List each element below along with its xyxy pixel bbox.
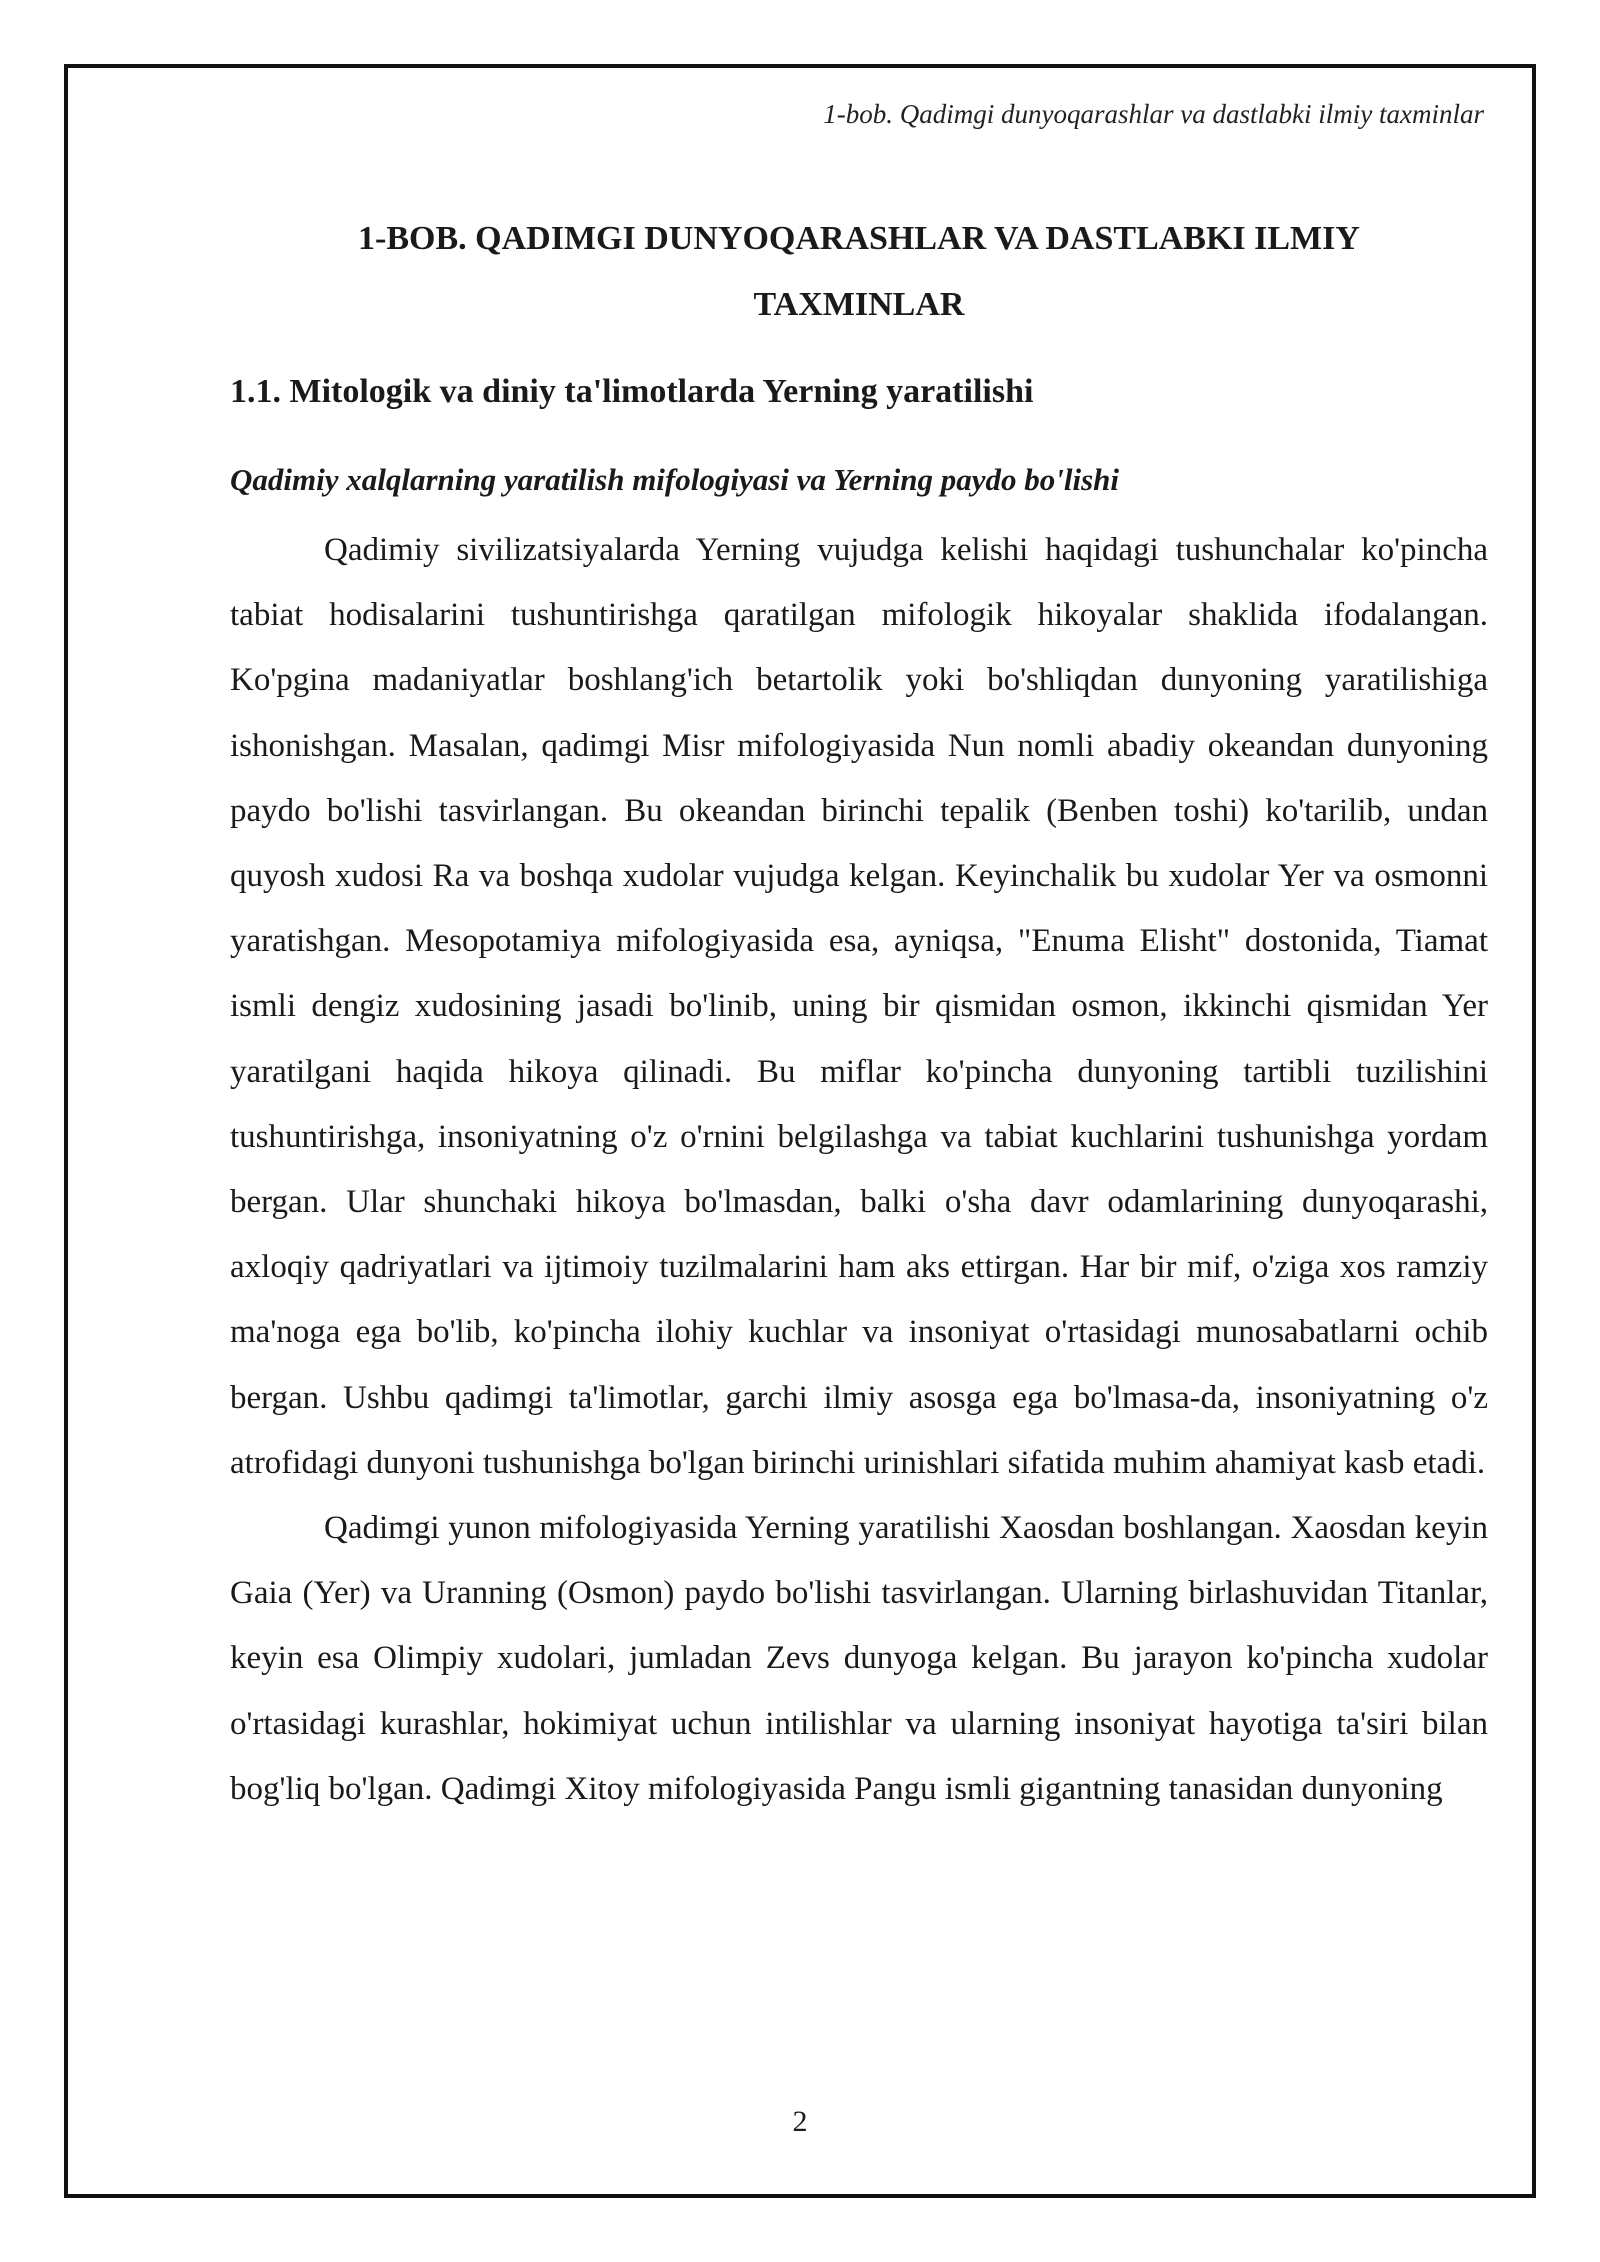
section-title: 1.1. Mitologik va diniy ta'limotlarda Yerning yaratilishi (230, 373, 1034, 410)
subsection-title: Qadimiy xalqlarning yaratilish mifologiyasi va Yerning paydo bo'lishi (230, 462, 1120, 497)
chapter-title: 1-BOB. QADIMGI DUNYOQARASHLAR VA DASTLABKI ILMIY TAXMINLAR (358, 220, 1360, 323)
running-header: 1-bob. Qadimgi dunyoqarashlar va dastlabki ilmiy taxminlar (823, 99, 1484, 129)
paragraph-1: Qadimiy sivilizatsiyalarda Yerning vujudga kelishi haqidagi tushunchalar ko'pincha tabiat hodisalarini tushuntirishga qaratilgan mifologik hikoyalar shaklida ifodalangan. Ko'pgina madaniyatlar boshlang'ich betartolik yoki bo'shliqdan dunyoning yaratilishiga ishonishgan. Masalan, qadimgi Misr mifologiyasida Nun nomli abadiy okeandan dunyoning paydo bo'lishi tasvirlangan. Bu okeandan birinchi tepalik (Benben toshi) ko'tarilib, undan quyosh xudosi Ra va boshqa xudolar vujudga kelgan. Keyinchalik bu xudolar Yer va osmonni yaratishgan. Mesopotamiya mifologiyasida esa, ayniqsa, "Enuma Elisht" dostonida, Tiamat ismli dengiz xudosining jasadi bo'linib, uning bir qismidan osmon, ikkinchi qismidan Yer yaratilgani haqida hikoya qilinadi. Bu miflar ko'pincha dunyoning tartibli tuzilishini tushuntirishga, insoniyatning o'z o'rnini belgilashga va tabiat kuchlarini tushunishga yordam bergan. Ular shunchaki hikoya bo'lmasdan, balki o'sha davr odamlarining dunyoqarashi, axloqiy qadriyatlari va ijtimoiy tuzilmalarini ham aks ettirgan. Har bir mif, o'ziga xos ramziy ma'noga ega bo'lib, ko'pincha ilohiy kuchlar va insoniyat o'rtasidagi munosabatlarni ochib bergan. Ushbu qadimgi ta'limotlar, garchi ilmiy asosga ega bo'lmasa-da, insoniyatning o'z atrofidagi dunyoni tushunishga bo'lgan birinchi urinishlari sifatida muhim ahamiyat kasb etadi. (230, 532, 1488, 1481)
page-content (230, 206, 1488, 1822)
page-number: 2 (792, 2105, 808, 2138)
paragraph-2: Qadimgi yunon mifologiyasida Yerning yaratilishi Xaosdan boshlangan. Xaosdan keyin Gaia (Yer) va Uranning (Osmon) paydo bo'lishi tasvirlangan. Ularning birlashuvidan Titanlar, keyin esa Olimpiy xudolari, jumladan Zevs dunyoga kelgan. Bu jarayon ko'pincha xudolar o'rtasidagi kurashlar, hokimiyat uchun intilishlar va ularning insoniyat hayotiga ta'siri bilan bog'liq bo'lgan. Qadimgi Xitoy mifologiyasida Pangu ismli gigantning tanasidan dunyoning (230, 1510, 1488, 1807)
body-text (230, 518, 1488, 1822)
